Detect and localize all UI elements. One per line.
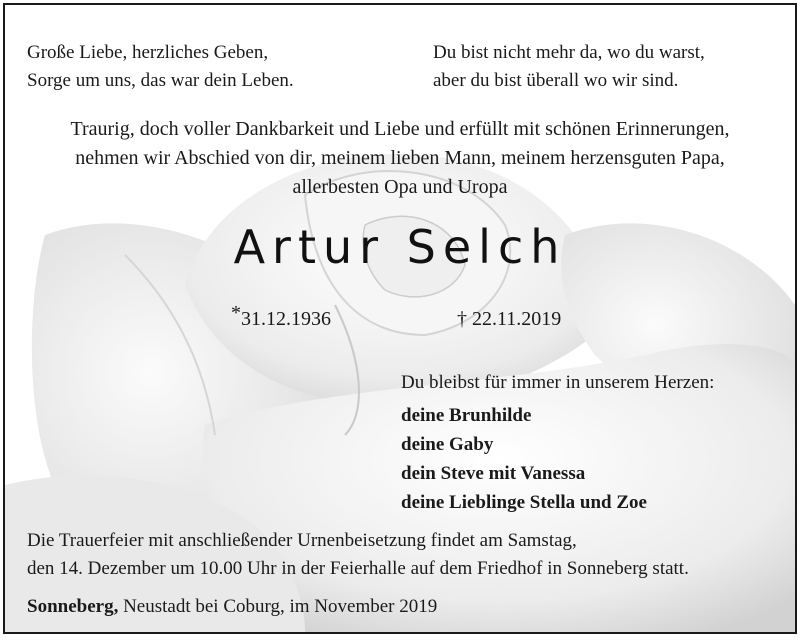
- poem-left: [27, 39, 294, 95]
- mourner-item: dein Steve mit Vanessa: [401, 463, 586, 484]
- intro-line: nehmen wir Abschied von dir, meinem lieben Mann, meinem herzensguten Papa,: [75, 147, 725, 169]
- service-line: den 14. Dezember um 10.00 Uhr in der Feierhalle auf dem Friedhof in Sonneberg statt.: [27, 558, 689, 579]
- poem-left-line: Große Liebe, herzliches Geben,: [27, 42, 269, 63]
- mourner-item: deine Lieblinge Stella und Zoe: [401, 492, 647, 513]
- place-and-date: [27, 593, 437, 621]
- mourner-item: deine Gaby: [401, 434, 494, 455]
- death-date-value: 22.11.2019: [472, 308, 562, 330]
- obituary-notice: [3, 3, 797, 634]
- service-line: Die Trauerfeier mit anschließender Urnenbeisetzung findet am Samstag,: [27, 530, 577, 551]
- mourners-heading: Du bleibst für immer in unserem Herzen:: [401, 372, 715, 393]
- poem-left-line: Sorge um uns, das war dein Leben.: [27, 70, 294, 91]
- poem-right-line: Du bist nicht mehr da, wo du warst,: [433, 42, 705, 63]
- funeral-service-info: [27, 527, 689, 583]
- place-city: Sonneberg,: [27, 596, 119, 617]
- poem-right: [433, 39, 705, 95]
- death-date: [457, 305, 561, 333]
- mourner-item: deine Brunhilde: [401, 405, 532, 426]
- place-rest: Neustadt bei Coburg, im November 2019: [118, 596, 438, 617]
- poem-right-line: aber du bist überall wo wir sind.: [433, 70, 679, 91]
- birth-star-icon: *: [231, 302, 241, 324]
- birth-date: [231, 302, 331, 333]
- mourners-list: [401, 401, 647, 517]
- intro-text: [5, 115, 795, 202]
- deceased-name: Artur Selch: [233, 220, 567, 274]
- intro-line: Traurig, doch voller Dankbarkeit und Liebe und erfüllt mit schönen Erinnerungen,: [70, 118, 730, 140]
- intro-line: allerbesten Opa und Uropa: [292, 176, 508, 198]
- death-cross-icon: †: [457, 308, 467, 330]
- birth-date-value: 31.12.1936: [241, 308, 331, 330]
